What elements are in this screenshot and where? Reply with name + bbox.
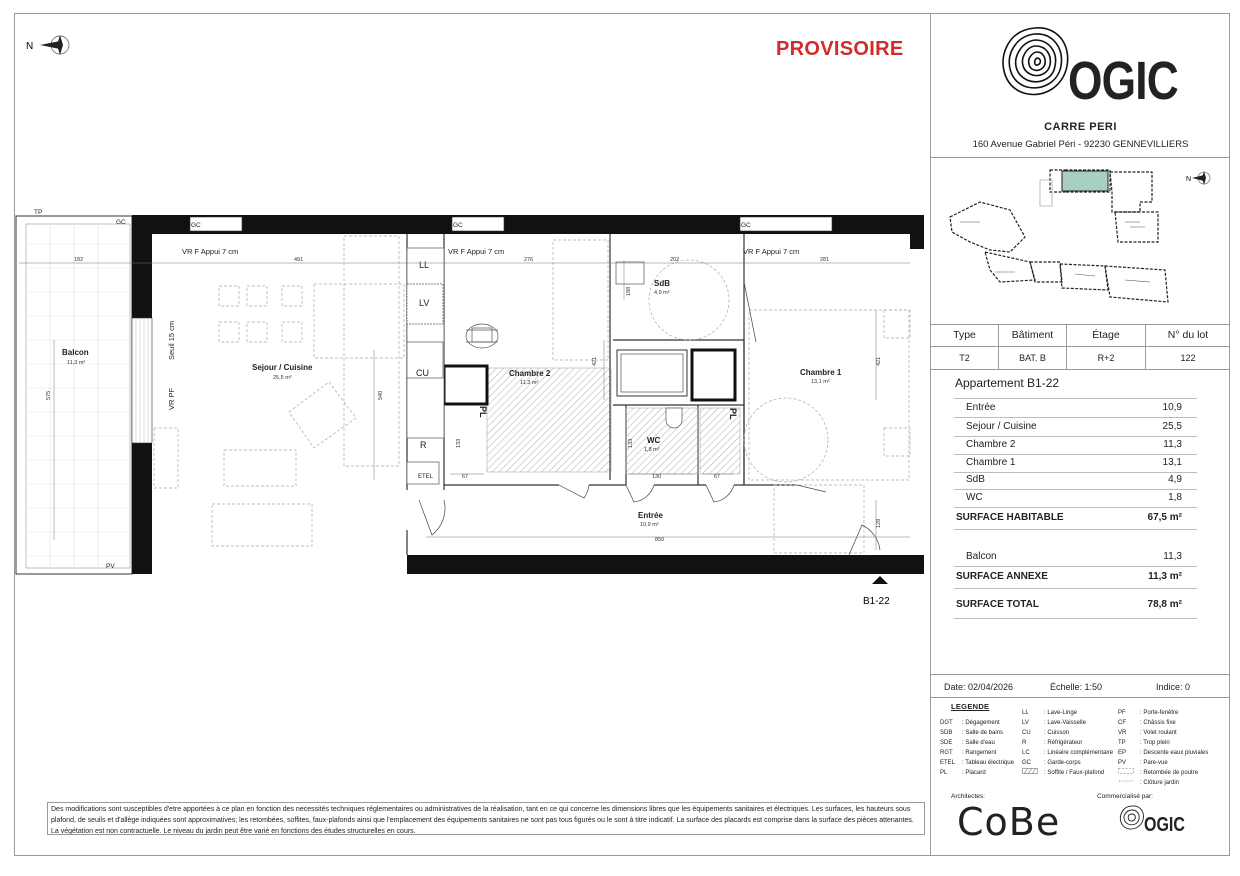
- legend-column-3: [1118, 708, 1208, 788]
- small-brand-logo-text: OGIC: [1144, 814, 1185, 836]
- soffit-chambre2: [487, 368, 611, 472]
- room-label-sdb: SdB: [654, 279, 670, 288]
- surface-habitable-label: SURFACE HABITABLE: [956, 512, 1064, 523]
- disclaimer-text: Des modifications sont susceptibles d'etre apportées à ce plan en fonction des necessités techniques réglementaires ou administratives de la réalisation, tant en ce qui concerne les dimensions libres que les équipements sanitaires et électriques. Les surfaces, les hauteurs sous plafond, de seuils et d'allège indiquées sont approximatives; les retombées, soffites, faux-plafonds ainsi que l'emplacement des équipements sanitaires ne sont pas tous figurés ou le sont à titre indicatif. La surface des placards est comprise dans la surface des pièces attenantes. La végétation est non contractuelle. Le niveau du jardin peut être varié en fonctions des études structurelles en cours.: [47, 802, 925, 835]
- legend-entry: LL : Lave-Linge: [1022, 710, 1078, 716]
- gc-label: GC: [453, 222, 463, 229]
- lot-value-type: T2: [959, 353, 970, 363]
- legend-entry: : Soffite / Faux-plafond: [1022, 768, 1113, 778]
- room-label: Balcon: [966, 551, 997, 562]
- bathroom-clearance-circle: [649, 260, 729, 340]
- room-area-entree: 10,9 m²: [640, 522, 659, 528]
- room-area: 11,3: [1163, 551, 1182, 562]
- dim-top-5: 281: [820, 257, 830, 263]
- desk-chair-icon: [466, 324, 498, 348]
- surface-row: [954, 548, 1197, 567]
- surface-row: [954, 418, 1197, 437]
- surface-total-value: 78,8 m²: [1147, 599, 1182, 610]
- room-area-chambre1: 13,1 m²: [811, 379, 830, 385]
- dim-total: 850: [655, 537, 665, 543]
- legend-column-1: [940, 718, 1014, 778]
- keyplan-divider: [930, 324, 1230, 325]
- ogic-logo-icon: [995, 22, 1075, 102]
- room-area: 1,8: [1168, 492, 1182, 503]
- surface-annexe-value: 11,3 m²: [1148, 571, 1182, 582]
- fence-swatch-icon: [1118, 778, 1134, 784]
- unit-reference: B1-22: [863, 596, 890, 607]
- room-label-entree: Entrée: [638, 511, 663, 520]
- plan-index: Indice: 0: [1156, 682, 1191, 692]
- title-divider: [930, 157, 1230, 158]
- room-label: SdB: [966, 474, 985, 485]
- legend-entry: EP : Descente eaux pluviales: [1118, 750, 1209, 756]
- soffit-wc: [626, 408, 698, 474]
- surface-row: [954, 399, 1197, 418]
- kitchen-label-lv: LV: [419, 298, 430, 308]
- window-label: VR F Appui 7 cm: [182, 247, 239, 256]
- kitchen-label-cu: CU: [416, 368, 429, 378]
- toilet: [666, 408, 682, 428]
- placard-label: PL: [478, 406, 488, 418]
- room-area: 13,1: [1162, 457, 1182, 468]
- brand-logo-text: OGIC: [1068, 51, 1178, 111]
- room-area: 11,3: [1163, 439, 1182, 450]
- meta-divider-bottom: [930, 697, 1230, 698]
- plan-date: Date: 02/04/2026: [944, 682, 1014, 692]
- surface-habitable-value: 67,5 m²: [1147, 512, 1182, 523]
- status-label: PROVISOIRE: [776, 38, 904, 60]
- dim-pl1-w: 67: [462, 474, 469, 480]
- room-label-balcon: Balcon: [62, 348, 89, 357]
- kitchen-label-ll: LL: [419, 260, 430, 270]
- surface-row: [954, 436, 1197, 455]
- ogic-small-logo-icon: [1118, 804, 1146, 832]
- surface-row: [954, 489, 1197, 508]
- lot-header-floor: Étage: [1092, 329, 1120, 341]
- balcony-door-sill: Seuil 15 cm: [167, 320, 176, 360]
- floor-plan: [14, 200, 926, 610]
- dim-wc-w: 130: [652, 474, 662, 480]
- room-label: Chambre 1: [966, 457, 1016, 468]
- apartment-title: Appartement B1-22: [955, 376, 1060, 390]
- gc-label: GC: [741, 222, 751, 229]
- dim-living-depth: 540: [378, 390, 384, 400]
- window-label: VR F Appui 7 cm: [743, 247, 800, 256]
- legend-entry: R : Réfrigérateur: [1022, 740, 1083, 746]
- legend-entry: SDE : Salle d'eau: [940, 740, 995, 746]
- project-address: 160 Avenue Gabriel Péri - 92230 GENNEVILLIERS: [972, 139, 1189, 150]
- surface-annexe-row: [954, 568, 1197, 589]
- dim-ch2-depth: 421: [592, 356, 598, 366]
- legend-entry: TP : Trop plein: [1118, 740, 1170, 746]
- legend-entry: PV : Pare-vue: [1118, 760, 1168, 766]
- balcony-tiles: [26, 224, 130, 568]
- room-area-sejour: 25,5 m²: [273, 375, 292, 381]
- window-label: VR F Appui 7 cm: [448, 247, 505, 256]
- balcony-door-type: VR PF: [167, 387, 176, 410]
- lot-header-type: Type: [953, 329, 976, 341]
- legend-entry: CU : Cuisson: [1022, 730, 1070, 736]
- legend-entry: DGT : Dégagement: [940, 720, 1000, 726]
- bathtub: [617, 350, 687, 396]
- legend-entry: PL : Placard: [940, 770, 986, 776]
- dim-top-4: 202: [670, 257, 680, 263]
- room-area-chambre2: 11,3 m²: [520, 380, 539, 386]
- keyplan-north-label: N: [1186, 176, 1192, 183]
- surface-total-label: SURFACE TOTAL: [956, 599, 1039, 610]
- placard-label: PL: [728, 408, 738, 420]
- pv-label: PV: [106, 563, 115, 570]
- room-area: 25,5: [1162, 421, 1182, 432]
- room-area-balcon: 11,3 m²: [67, 360, 86, 366]
- legend-entry: LV : Lave-Vaisselle: [1022, 720, 1086, 726]
- dim-top-3: 276: [524, 257, 534, 263]
- tp-label: TP: [34, 209, 43, 216]
- dim-wc-h: 133: [628, 438, 634, 448]
- lot-header-lot: N° du lot: [1167, 329, 1209, 341]
- room-label: Sejour / Cuisine: [966, 421, 1037, 432]
- legend-entry: VR : Volet roulant: [1118, 730, 1177, 736]
- room-label: Chambre 2: [966, 439, 1016, 450]
- dim-door: 128: [876, 518, 882, 528]
- plan-scale: Échelle: 1:50: [1050, 682, 1103, 692]
- kitchen-label-r: R: [420, 440, 427, 450]
- legend-entry: CF : Châssis fixe: [1118, 720, 1176, 726]
- meta-divider-top: [930, 674, 1230, 675]
- beam-swatch-icon: [1118, 768, 1134, 774]
- placard-1: [444, 366, 487, 404]
- surface-habitable-row: [954, 509, 1197, 530]
- surface-annexe-label: SURFACE ANNEXE: [956, 571, 1048, 582]
- room-label-sejour: Sejour / Cuisine: [252, 363, 313, 372]
- dim-ch1-depth: 421: [876, 356, 882, 366]
- legend-entry: PF : Porte-fenêtre: [1118, 710, 1179, 716]
- commercial-label: Commercialisé par:: [1097, 793, 1153, 800]
- surface-row: [954, 471, 1197, 490]
- legend-entry: : Clôture jardin: [1118, 778, 1208, 788]
- north-arrow-icon: [24, 33, 76, 59]
- room-area: 4,9: [1168, 474, 1182, 485]
- legend-column-2: [1022, 708, 1113, 778]
- lot-table-divider: [930, 346, 1230, 347]
- lot-header-building: Bâtiment: [1011, 329, 1054, 341]
- placard-2: [692, 350, 735, 400]
- legend-entry: : Retombée de poutre: [1118, 768, 1208, 778]
- legend-title: LEGENDE: [951, 702, 990, 711]
- washbasin: [616, 262, 644, 284]
- room-area-sdb: 4,9 m²: [654, 290, 670, 296]
- room-label-chambre2: Chambre 2: [509, 369, 551, 378]
- lot-value-lot: 122: [1180, 353, 1196, 363]
- lot-value-building: BAT. B: [1019, 353, 1046, 363]
- kitchen-label-etel: ETEL: [418, 474, 434, 480]
- surface-total-row: [954, 596, 1197, 619]
- architect-logo: CoBe: [957, 800, 1061, 844]
- legend-entry: SDB : Salle de bains: [940, 730, 1004, 736]
- dim-top-1: 182: [74, 257, 84, 263]
- gc-label: GC: [116, 219, 126, 226]
- key-plan: [940, 162, 1225, 320]
- lot-table-bottom: [930, 369, 1230, 370]
- balcony-inner-edge: [26, 224, 130, 568]
- access-arrow-icon: [872, 576, 888, 584]
- lot-value-floor: R+2: [1097, 353, 1115, 363]
- balcony-door: [132, 318, 152, 443]
- dim-pl-h: 133: [456, 438, 462, 448]
- legend-entry: RGT : Rangement: [940, 750, 997, 756]
- dim-pl2-w: 67: [714, 474, 721, 480]
- dim-top-2: 491: [294, 257, 304, 263]
- room-label: WC: [966, 492, 983, 503]
- room-area-wc: 1,8 m²: [644, 447, 660, 453]
- project-name: CARRE PERI: [1044, 121, 1117, 133]
- room-area: 10,9: [1162, 402, 1182, 413]
- gc-label: GC: [191, 222, 201, 229]
- dim-balcony-depth: 575: [46, 390, 52, 400]
- room-label-chambre1: Chambre 1: [800, 368, 842, 377]
- architects-label: Architectes:: [951, 793, 985, 800]
- hatch-swatch-icon: [1022, 768, 1038, 774]
- room-label-wc: WC: [647, 436, 661, 445]
- room-label: Entrée: [966, 402, 996, 413]
- north-label: N: [26, 41, 34, 52]
- legend-entry: LC : Linéaire complémentaire: [1022, 750, 1114, 756]
- dim-sdb: 188: [626, 286, 632, 296]
- legend-entry: GC : Garde-corps: [1022, 760, 1081, 766]
- legend-entry: ETEL : Tableau électrique: [940, 760, 1014, 766]
